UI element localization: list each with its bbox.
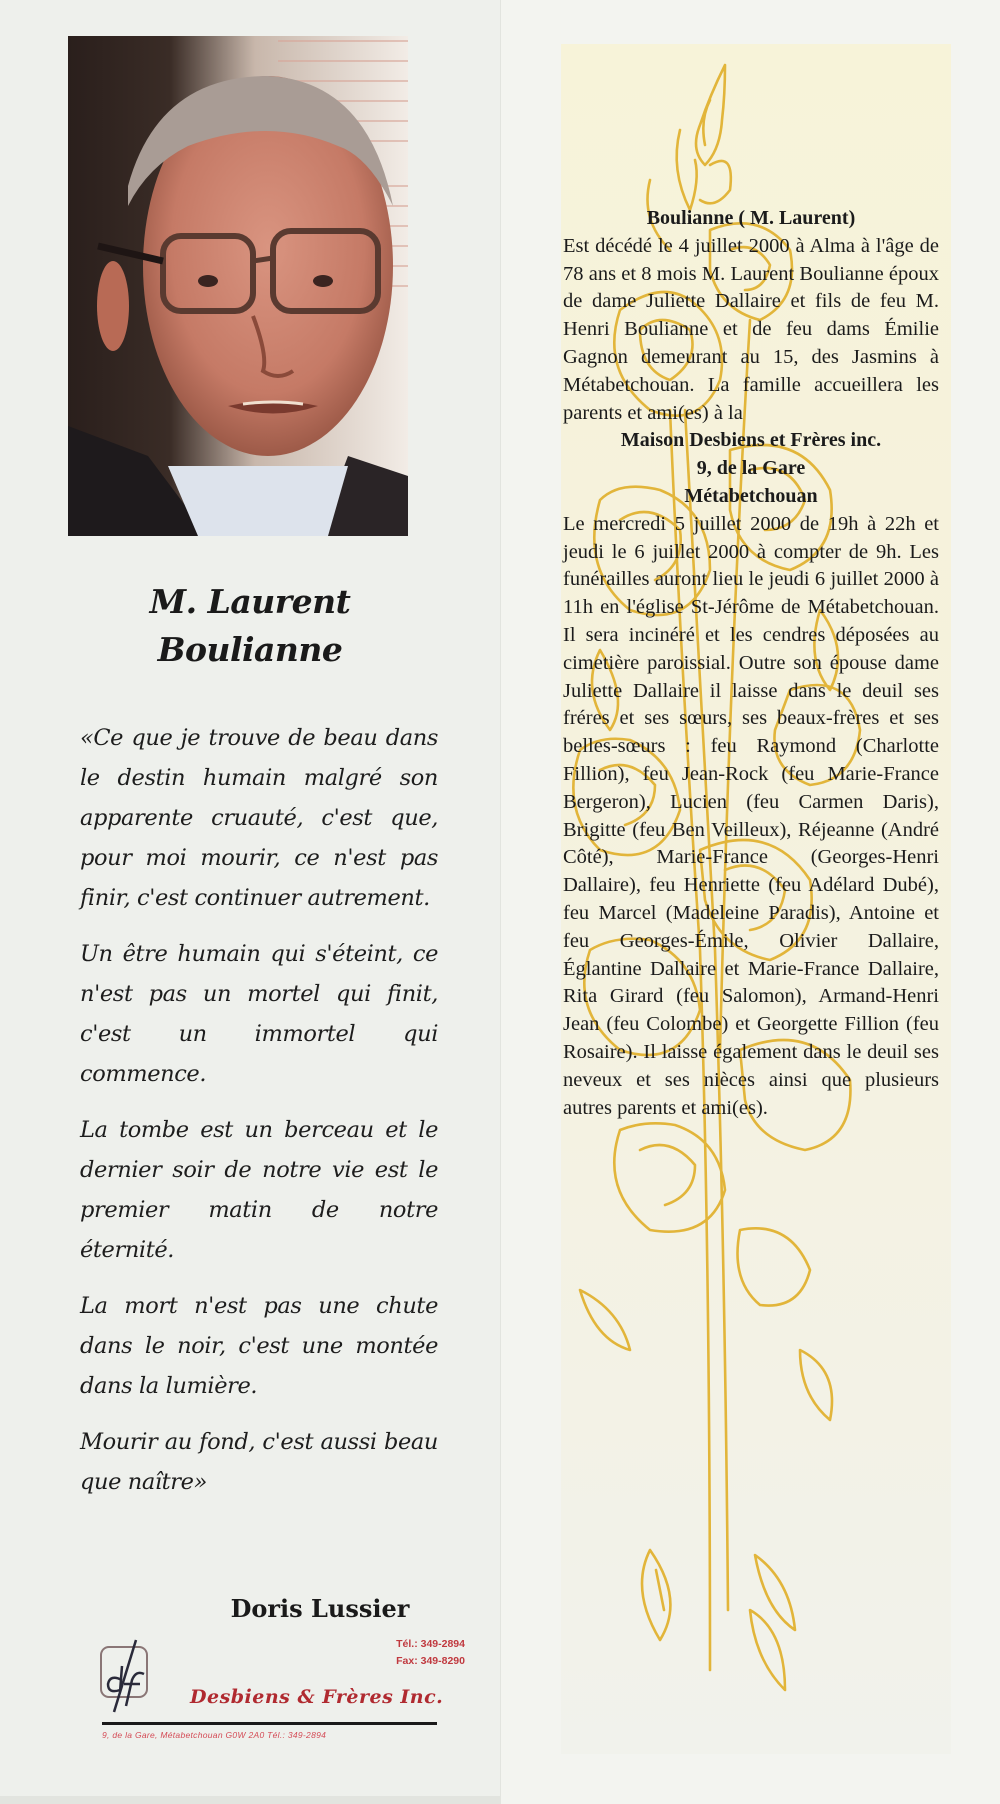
venue-city: Métabetchouan [684,484,818,507]
quote-paragraph: La mort n'est pas une chute dans le noir, c'est une montée dans la lumière. [80,1293,438,1399]
funeral-home-name: Desbiens & Frères Inc. [190,1686,444,1708]
obituary-text [563,205,939,1122]
obituary-heading: Boulianne ( M. Laurent) [646,207,856,229]
memorial-quote [80,718,438,1518]
phone-number: Tél.: 349-2894 [396,1638,465,1650]
funeral-home-address: 9, de la Gare, Métabetchouan G0W 2A0 Tél.: 349-2894 [102,1730,327,1740]
deceased-name [100,578,400,674]
portrait-photo [68,36,408,536]
quote-paragraph: «Ce que je trouve de beau dans le destin humain malgré son apparente cruauté, c'est que, pour moi mourir, ce n'est pas finir, c'est continuer autrement. [80,725,438,911]
name-second-line: Boulianne [157,630,343,669]
quote-paragraph: La tombe est un berceau et le dernier soir de notre vie est le premier matin de notre éternité. [80,1117,438,1263]
fax-number: Fax: 349-8290 [396,1655,465,1667]
funeral-home-contact [345,1636,465,1670]
quote-paragraph: Mourir au fond, c'est aussi beau que naître» [80,1429,438,1495]
funeral-home-logo [100,1646,148,1698]
quote-author: Doris Lussier [230,1594,410,1623]
divider [102,1722,437,1725]
obituary-paragraph: Est décédé le 4 juillet 2000 à Alma à l'âge de 78 ans et 8 mois M. Laurent Boulianne époux de dame Juliette Dallaire et fils de feu M. Henri Boulianne et de feu dams Émilie Gagnon demeurant au 15, des Jasmins à Métabetchouan. La famille accueillera les parents et ami(es) à la [563,234,939,424]
obituary-paragraph: Le mercredi 5 juillet 2000 de 19h à 22h et jeudi le 6 juillet 2000 à compter de 9h. Les funérailles auront lieu le jeudi 6 juillet 2000 à 11h en l'église St-Jérôme de Métabetchouan. Il sera incinéré et les cendres déposées au cimetière paroissial. Outre son épouse dame Juliette Dallaire il laisse dans le deuil ses fréres et ses sœurs, ses beaux-frères et ses belles-sœurs : feu Raymond (Charlotte Fillion), feu Jean-Rock (feu Marie-France Bergeron), Lucien (feu Carmen Daris), Brigitte (feu Ben Veilleux), Réjeanne (André Côté), Marie-France (Georges-Henri Dallaire), feu Henriette (feu Adélard Dubé), feu Marcel (Madeleine Paradis), Antoine et feu Georges-Émile, Olivier Dallaire, Églantine Dallaire et Marie-France Dallaire, Rita Girard (feu Salomon), Armand-Henri Jean (feu Colombe) et Georgette Fillion (feu Rosaire). Il laisse également dans le deuil ses neveux et ses nièces ainsi que plusieurs autres parents et ami(es). [563,512,939,1119]
card-edge [0,1796,500,1804]
venue-street: 9, de la Gare [696,457,806,480]
df-monogram-icon [96,1636,156,1716]
name-first-line: M. Laurent [149,582,351,621]
quote-paragraph: Un être humain qui s'éteint, ce n'est pas un mortel qui finit, c'est un immortel qui commence. [80,941,438,1087]
venue-name: Maison Desbiens et Frères inc. [620,429,882,452]
portrait-photo-icon [68,36,408,536]
